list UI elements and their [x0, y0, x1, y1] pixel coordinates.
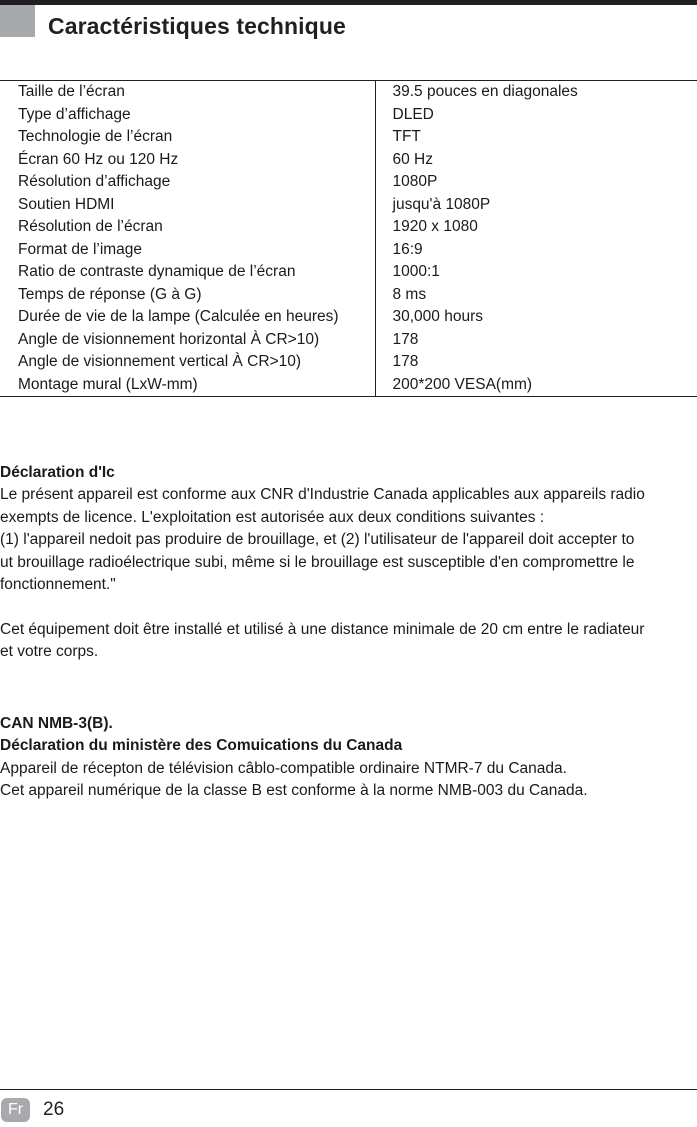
distance-text-line: et votre corps. — [0, 643, 99, 661]
can-text-line: Cet appareil numérique de la classe B est conforme à la norme NMB-003 du Canada. — [0, 782, 588, 800]
ic-declaration-section — [0, 462, 697, 664]
spec-row — [0, 216, 697, 239]
ic-text-line: ut brouillage radioélectrique subi, même si le brouillage est susceptible d'en compromettre le — [0, 553, 635, 571]
spec-label: Type d’affichage — [0, 104, 375, 127]
spec-row — [0, 329, 697, 352]
page-title: Caractéristiques technique — [48, 13, 346, 39]
spec-row — [0, 374, 697, 397]
spec-row — [0, 351, 697, 374]
distance-text-line: Cet équipement doit être installé et utilisé à une distance minimale de 20 cm entre le radiateur — [0, 620, 645, 638]
spec-label: Ratio de contraste dynamique de l’écran — [0, 261, 375, 284]
spec-label: Angle de visionnement horizontal À CR>10) — [0, 329, 375, 352]
spec-value: 8 ms — [392, 285, 427, 303]
spec-label: Temps de réponse (G à G) — [0, 284, 375, 307]
spec-row — [0, 81, 697, 104]
footer-rule — [0, 1089, 697, 1090]
spec-label: Angle de visionnement vertical À CR>10) — [0, 351, 375, 374]
spec-label: Durée de vie de la lampe (Calculée en heures) — [0, 306, 375, 329]
spec-row — [0, 104, 697, 127]
spec-row — [0, 194, 697, 217]
ic-text-line: (1) l'appareil nedoit pas produire de brouillage, et (2) l'utilisateur de l'appareil doit accepter to — [0, 531, 635, 549]
spec-label: Taille de l’écran — [0, 81, 375, 104]
ic-text-line: Le présent appareil est conforme aux CNR d'Industrie Canada applicables aux appareils radio — [0, 486, 645, 504]
spec-value: 178 — [392, 330, 419, 348]
top-rule — [0, 0, 697, 5]
spec-table-body — [0, 81, 697, 397]
can-declaration-section — [0, 713, 697, 803]
page-number: 26 — [43, 1099, 65, 1120]
spec-label: Résolution de l’écran — [0, 216, 375, 239]
spec-label: Soutien HDMI — [0, 194, 375, 217]
can-heading: CAN NMB-3(B). — [0, 715, 113, 732]
language-badge: Fr — [1, 1098, 30, 1122]
spec-table — [0, 80, 697, 397]
spec-value: DLED — [392, 105, 434, 123]
spec-row — [0, 171, 697, 194]
spec-label: Écran 60 Hz ou 120 Hz — [0, 149, 375, 172]
ic-text-line: exempts de licence. L'exploitation est autorisée aux deux conditions suivantes : — [0, 508, 545, 526]
ic-heading: Déclaration d'Ic — [0, 464, 115, 481]
can-subheading: Déclaration du ministère des Comuications du Canada — [0, 737, 403, 755]
spec-row — [0, 261, 697, 284]
spec-value: 60 Hz — [392, 150, 433, 168]
ic-text-line: fonctionnement." — [0, 576, 116, 594]
spec-value: 1080P — [392, 173, 438, 190]
spec-value: 178 — [392, 353, 419, 370]
spec-row — [0, 126, 697, 149]
spec-value: 16:9 — [392, 240, 423, 258]
spec-value: jusqu'à 1080P — [392, 195, 491, 213]
spec-label: Résolution d’affichage — [0, 171, 375, 194]
spec-value: 1000:1 — [392, 263, 440, 280]
spec-value: 200*200 VESA(mm) — [392, 375, 533, 393]
spec-label: Montage mural (LxW-mm) — [0, 374, 375, 397]
spec-label: Format de l’image — [0, 239, 375, 262]
paragraph-gap — [0, 596, 697, 618]
header-accent-square — [0, 5, 35, 37]
spec-row — [0, 306, 697, 329]
can-text-line: Appareil de récepton de télévision câblo-compatible ordinaire NTMR-7 du Canada. — [0, 759, 567, 777]
spec-row — [0, 284, 697, 307]
spec-row — [0, 149, 697, 172]
spec-value: 30,000 hours — [392, 308, 483, 325]
spec-label: Technologie de l’écran — [0, 126, 375, 149]
spec-value: 1920 x 1080 — [392, 218, 478, 235]
spec-value: 39.5 pouces en diagonales — [392, 83, 578, 100]
spec-row — [0, 239, 697, 262]
spec-value: TFT — [392, 128, 421, 145]
